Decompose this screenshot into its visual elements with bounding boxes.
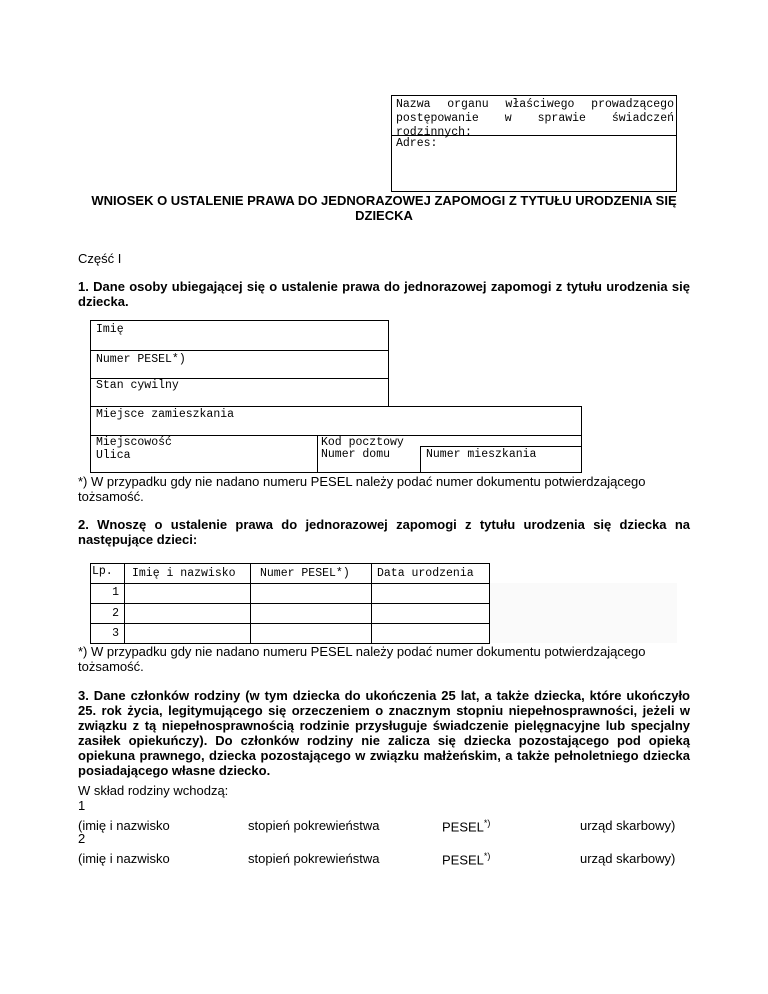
- authority-name-label: Nazwa organu właściwego prowadzącego postępowanie w sprawie świadczeń rodzinnych:: [396, 98, 674, 139]
- city-label: Miejscowość: [96, 436, 172, 449]
- col-header-birth-date: Data urodzenia: [371, 563, 490, 584]
- child-birth-date-cell[interactable]: [371, 623, 490, 644]
- section1-footnote: *) W przypadku gdy nie nadano numeru PESEL należy podać numer dokumentu potwierdzającego tożsamość.: [78, 474, 646, 504]
- house-number-field[interactable]: [317, 448, 421, 473]
- child-pesel-cell[interactable]: [250, 603, 372, 624]
- member-pesel-label: PESEL*): [442, 818, 491, 835]
- pesel-field[interactable]: [90, 350, 389, 379]
- table-row: 2: [90, 603, 125, 624]
- child-birth-date-cell[interactable]: [371, 583, 490, 604]
- table-side-shade: [490, 583, 677, 643]
- table-row: 1: [90, 583, 125, 604]
- authority-box: [391, 95, 677, 192]
- col-header-lp: Lp.: [90, 563, 125, 584]
- child-name-cell[interactable]: [124, 583, 251, 604]
- family-intro: W skład rodziny wchodzą:: [78, 783, 229, 798]
- child-pesel-cell[interactable]: [250, 623, 372, 644]
- house-number-label: Numer domu: [321, 448, 391, 461]
- postal-code-label: Kod pocztowy: [321, 436, 404, 449]
- first-name-label: Imię: [96, 323, 124, 336]
- section1-heading: 1. Dane osoby ubiegającej się o ustalenie prawa do jednorazowej zapomogi z tytułu urodzenia się dziecka.: [78, 279, 690, 309]
- city-street-field[interactable]: [90, 435, 318, 473]
- col-header-name: Imię i nazwisko: [124, 563, 251, 584]
- member-number: 2: [78, 831, 86, 846]
- member-relation-label: stopień pokrewieństwa: [248, 851, 380, 866]
- first-name-field[interactable]: [90, 320, 389, 351]
- address-label: Adres:: [396, 137, 438, 150]
- part-label: Część I: [78, 251, 122, 266]
- section3-heading: 3. Dane członków rodziny (w tym dziecka do ukończenia 25 lat, a także dziecka, które ukończyło 25. rok życia, legitymującego się orzeczeniem o znacznym stopniu niepełnosprawności, jeżeli w związku z tą niepełnosprawnością rodzinie przysługuje świadczenie pielęgnacyjne lub specjalny zasiłek opiekuńczy). Do członków rodziny nie zalicza się dziecka pozostającego pod opieką opiekuna prawnego, dziecka pozostającego w związku małżeńskim, a także pełnoletniego dziecka posiadającego własne dziecko.: [78, 688, 690, 778]
- marital-status-label: Stan cywilny: [96, 379, 179, 392]
- member-tax-office-label: urząd skarbowy): [580, 818, 676, 833]
- residence-label: Miejsce zamieszkania: [96, 408, 235, 421]
- table-row: 3: [90, 623, 125, 644]
- child-name-cell[interactable]: [124, 623, 251, 644]
- residence-section: [90, 406, 582, 436]
- authority-box-divider: [392, 135, 676, 136]
- child-name-cell[interactable]: [124, 603, 251, 624]
- member-pesel-label: PESEL*): [442, 851, 491, 868]
- form-title: WNIOSEK O USTALENIE PRAWA DO JEDNORAZOWEJ ZAPOMOGI Z TYTUŁU URODZENIA SIĘ DZIECKA: [91, 193, 677, 223]
- section2-heading: 2. Wnoszę o ustalenie prawa do jednorazowej zapomogi z tytułu urodzenia się dziecka na następujące dzieci:: [78, 517, 690, 547]
- pesel-label: Numer PESEL*): [96, 353, 186, 366]
- member-name-label: (imię i nazwisko: [78, 818, 170, 833]
- child-pesel-cell[interactable]: [250, 583, 372, 604]
- apartment-number-label: Numer mieszkania: [426, 448, 537, 461]
- col-header-pesel: Numer PESEL*): [250, 563, 372, 584]
- section2-footnote: *) W przypadku gdy nie nadano numeru PESEL należy podać numer dokumentu potwierdzającego tożsamość.: [78, 644, 646, 674]
- member-name-label: (imię i nazwisko: [78, 851, 170, 866]
- member-number: 1: [78, 798, 86, 813]
- child-birth-date-cell[interactable]: [371, 603, 490, 624]
- marital-status-field[interactable]: [90, 378, 389, 407]
- apartment-number-field[interactable]: [420, 446, 582, 473]
- member-tax-office-label: urząd skarbowy): [580, 851, 676, 866]
- street-label: Ulica: [96, 449, 131, 462]
- member-relation-label: stopień pokrewieństwa: [248, 818, 380, 833]
